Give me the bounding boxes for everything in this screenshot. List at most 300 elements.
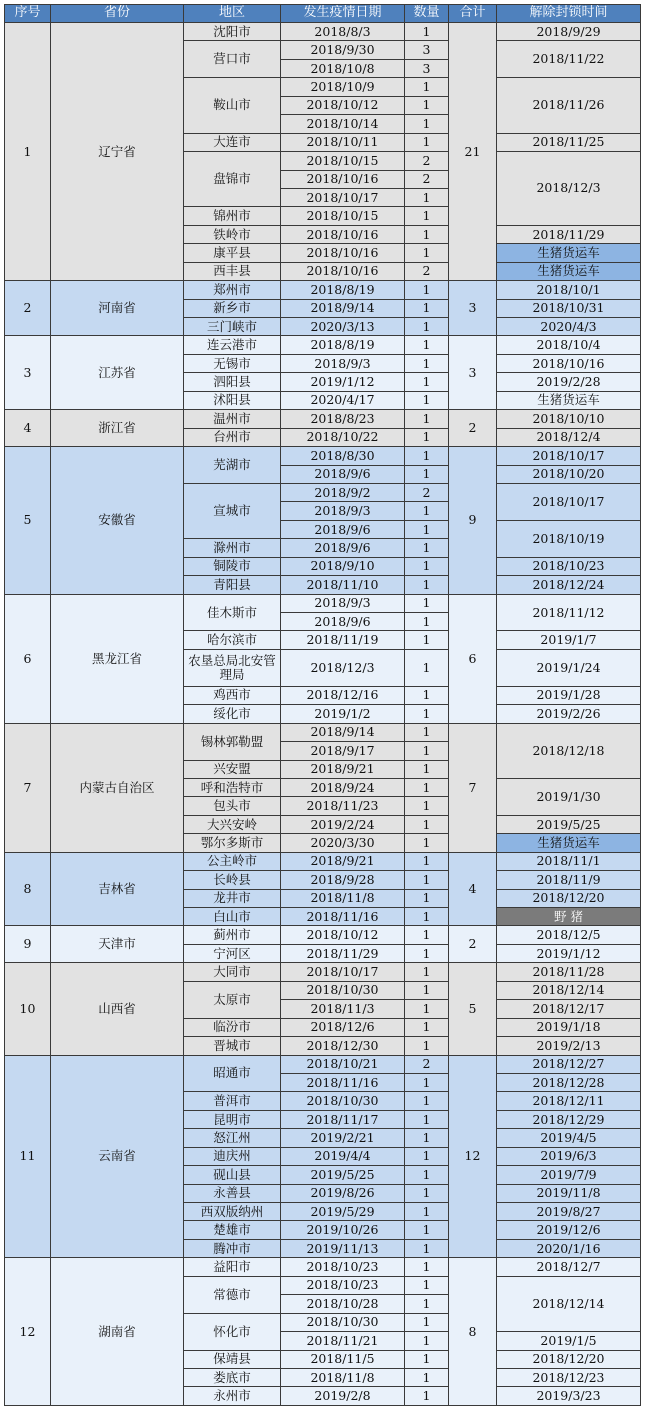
qty-cell: 1 — [405, 1018, 449, 1036]
lift-date-cell: 2019/1/28 — [497, 686, 641, 704]
qty-cell: 1 — [405, 96, 449, 114]
date-cell: 2018/10/30 — [281, 1313, 405, 1331]
date-cell: 2020/3/30 — [281, 834, 405, 852]
qty-cell: 2 — [405, 1055, 449, 1073]
province-cell: 河南省 — [51, 281, 184, 336]
lift-date-cell: 2018/12/20 — [497, 889, 641, 907]
region-cell: 佳木斯市 — [184, 594, 281, 631]
qty-cell: 1 — [405, 1092, 449, 1110]
date-cell: 2018/10/23 — [281, 1276, 405, 1294]
date-cell: 2018/11/21 — [281, 1332, 405, 1350]
province-cell: 辽宁省 — [51, 23, 184, 281]
seq-cell: 9 — [5, 926, 51, 963]
region-cell: 西丰县 — [184, 262, 281, 280]
region-cell: 盘锦市 — [184, 152, 281, 207]
date-cell: 2018/12/16 — [281, 686, 405, 704]
date-cell: 2018/10/14 — [281, 115, 405, 133]
date-cell: 2018/10/9 — [281, 78, 405, 96]
qty-cell: 1 — [405, 1387, 449, 1406]
region-cell: 益阳市 — [184, 1258, 281, 1276]
qty-cell: 1 — [405, 1258, 449, 1276]
qty-cell: 1 — [405, 944, 449, 962]
region-cell: 营口市 — [184, 41, 281, 78]
date-cell: 2018/10/21 — [281, 1055, 405, 1073]
lift-date-cell: 2020/4/3 — [497, 318, 641, 336]
lift-date-cell: 2019/11/8 — [497, 1184, 641, 1202]
total-cell: 4 — [449, 852, 497, 926]
date-cell: 2018/11/3 — [281, 1000, 405, 1018]
date-cell: 2018/11/8 — [281, 1368, 405, 1386]
region-cell: 农垦总局北安管理局 — [184, 649, 281, 686]
qty-cell: 1 — [405, 1350, 449, 1368]
lift-date-cell: 2018/11/9 — [497, 871, 641, 889]
seq-cell: 10 — [5, 963, 51, 1055]
lift-date-cell: 2019/1/12 — [497, 944, 641, 962]
qty-cell: 1 — [405, 649, 449, 686]
table-row — [5, 926, 641, 944]
date-cell: 2018/9/28 — [281, 871, 405, 889]
region-cell: 鄂尔多斯市 — [184, 834, 281, 852]
qty-cell: 1 — [405, 1184, 449, 1202]
province-cell: 天津市 — [51, 926, 184, 963]
lift-date-cell: 2018/12/24 — [497, 576, 641, 594]
table-row — [5, 594, 641, 612]
total-cell: 9 — [449, 447, 497, 595]
date-cell: 2018/10/16 — [281, 244, 405, 262]
date-cell: 2018/8/19 — [281, 336, 405, 354]
lift-date-cell: 2019/2/28 — [497, 373, 641, 391]
qty-cell: 1 — [405, 410, 449, 428]
date-cell: 2018/9/21 — [281, 852, 405, 870]
date-cell: 2018/10/15 — [281, 207, 405, 225]
region-cell: 保靖县 — [184, 1350, 281, 1368]
seq-cell: 7 — [5, 723, 51, 852]
qty-cell: 1 — [405, 336, 449, 354]
lift-date-cell: 2019/8/27 — [497, 1203, 641, 1221]
region-cell: 永州市 — [184, 1387, 281, 1406]
date-cell: 2018/8/30 — [281, 447, 405, 465]
qty-cell: 1 — [405, 244, 449, 262]
region-cell: 宁河区 — [184, 944, 281, 962]
region-cell: 三门峡市 — [184, 318, 281, 336]
table-row — [5, 963, 641, 981]
date-cell: 2018/9/3 — [281, 594, 405, 612]
qty-cell: 1 — [405, 1313, 449, 1331]
region-cell: 康平县 — [184, 244, 281, 262]
table-row — [5, 1258, 641, 1276]
qty-cell: 1 — [405, 539, 449, 557]
qty-cell: 1 — [405, 373, 449, 391]
lift-date-cell: 2018/12/17 — [497, 1000, 641, 1018]
date-cell: 2019/10/26 — [281, 1221, 405, 1239]
lift-date-cell: 野 猪 — [497, 908, 641, 926]
lift-date-cell: 2018/10/10 — [497, 410, 641, 428]
date-cell: 2018/9/14 — [281, 299, 405, 317]
date-cell: 2018/10/30 — [281, 1092, 405, 1110]
qty-cell: 1 — [405, 447, 449, 465]
qty-cell: 1 — [405, 1147, 449, 1165]
region-cell: 滁州市 — [184, 539, 281, 557]
qty-cell: 1 — [405, 1368, 449, 1386]
province-cell: 黑龙江省 — [51, 594, 184, 723]
qty-cell: 1 — [405, 502, 449, 520]
region-cell: 绥化市 — [184, 705, 281, 723]
date-cell: 2018/9/6 — [281, 613, 405, 631]
seq-cell: 3 — [5, 336, 51, 410]
qty-cell: 1 — [405, 391, 449, 409]
qty-cell: 1 — [405, 428, 449, 446]
seq-cell: 1 — [5, 23, 51, 281]
seq-cell: 11 — [5, 1055, 51, 1258]
region-cell: 沈阳市 — [184, 23, 281, 41]
region-cell: 大兴安岭 — [184, 815, 281, 833]
lift-date-cell: 2019/12/6 — [497, 1221, 641, 1239]
lift-date-cell: 2020/1/16 — [497, 1239, 641, 1257]
qty-cell: 1 — [405, 1110, 449, 1128]
qty-cell: 1 — [405, 1129, 449, 1147]
region-cell: 太原市 — [184, 981, 281, 1018]
qty-cell: 1 — [405, 834, 449, 852]
qty-cell: 1 — [405, 520, 449, 538]
region-cell: 大同市 — [184, 963, 281, 981]
qty-cell: 1 — [405, 576, 449, 594]
qty-cell: 1 — [405, 963, 449, 981]
header-lift-date: 解除封锁时间 — [497, 5, 641, 23]
qty-cell: 1 — [405, 981, 449, 999]
region-cell: 铁岭市 — [184, 225, 281, 243]
qty-cell: 1 — [405, 686, 449, 704]
date-cell: 2018/10/17 — [281, 188, 405, 206]
date-cell: 2019/4/4 — [281, 1147, 405, 1165]
table-row — [5, 852, 641, 870]
header-qty: 数量 — [405, 5, 449, 23]
total-cell: 2 — [449, 926, 497, 963]
date-cell: 2018/10/16 — [281, 225, 405, 243]
lift-date-cell: 2018/11/22 — [497, 41, 641, 78]
qty-cell: 1 — [405, 318, 449, 336]
region-cell: 常德市 — [184, 1276, 281, 1313]
qty-cell: 1 — [405, 1295, 449, 1313]
lift-date-cell: 2018/12/14 — [497, 1276, 641, 1331]
date-cell: 2018/9/10 — [281, 557, 405, 575]
date-cell: 2018/10/23 — [281, 1258, 405, 1276]
region-cell: 临汾市 — [184, 1018, 281, 1036]
region-cell: 芜湖市 — [184, 447, 281, 484]
lift-date-cell: 2018/9/29 — [497, 23, 641, 41]
date-cell: 2018/11/5 — [281, 1350, 405, 1368]
lift-date-cell: 2018/12/5 — [497, 926, 641, 944]
region-cell: 泗阳县 — [184, 373, 281, 391]
lift-date-cell: 生猪货运车 — [497, 834, 641, 852]
lift-date-cell: 2018/10/19 — [497, 520, 641, 557]
header-seq: 序号 — [5, 5, 51, 23]
region-cell: 怒江州 — [184, 1129, 281, 1147]
lift-date-cell: 2018/12/20 — [497, 1350, 641, 1368]
region-cell: 公主岭市 — [184, 852, 281, 870]
qty-cell: 1 — [405, 207, 449, 225]
lift-date-cell: 2018/12/23 — [497, 1368, 641, 1386]
region-cell: 腾冲市 — [184, 1239, 281, 1257]
date-cell: 2018/10/11 — [281, 133, 405, 151]
lift-date-cell: 2019/5/25 — [497, 815, 641, 833]
date-cell: 2018/10/16 — [281, 262, 405, 280]
qty-cell: 1 — [405, 1203, 449, 1221]
lift-date-cell: 2018/10/23 — [497, 557, 641, 575]
qty-cell: 2 — [405, 170, 449, 188]
lift-date-cell: 2018/12/4 — [497, 428, 641, 446]
date-cell: 2018/10/12 — [281, 96, 405, 114]
date-cell: 2018/9/6 — [281, 539, 405, 557]
header-province: 省份 — [51, 5, 184, 23]
qty-cell: 2 — [405, 152, 449, 170]
qty-cell: 1 — [405, 1239, 449, 1257]
region-cell: 龙井市 — [184, 889, 281, 907]
date-cell: 2018/9/24 — [281, 778, 405, 796]
date-cell: 2018/10/22 — [281, 428, 405, 446]
qty-cell: 1 — [405, 281, 449, 299]
region-cell: 蓟州市 — [184, 926, 281, 944]
province-cell: 安徽省 — [51, 447, 184, 595]
qty-cell: 1 — [405, 188, 449, 206]
qty-cell: 1 — [405, 354, 449, 372]
qty-cell: 3 — [405, 41, 449, 59]
qty-cell: 1 — [405, 1166, 449, 1184]
table-row — [5, 1055, 641, 1073]
region-cell: 台州市 — [184, 428, 281, 446]
lift-date-cell: 2018/12/18 — [497, 723, 641, 778]
date-cell: 2018/12/6 — [281, 1018, 405, 1036]
qty-cell: 1 — [405, 797, 449, 815]
qty-cell: 1 — [405, 613, 449, 631]
lift-date-cell: 2018/12/27 — [497, 1055, 641, 1073]
date-cell: 2018/10/28 — [281, 1295, 405, 1313]
region-cell: 怀化市 — [184, 1313, 281, 1350]
header-date: 发生疫情日期 — [281, 5, 405, 23]
region-cell: 沭阳县 — [184, 391, 281, 409]
region-cell: 温州市 — [184, 410, 281, 428]
qty-cell: 1 — [405, 78, 449, 96]
region-cell: 永善县 — [184, 1184, 281, 1202]
lift-date-cell: 2018/10/16 — [497, 354, 641, 372]
qty-cell: 1 — [405, 871, 449, 889]
region-cell: 长岭县 — [184, 871, 281, 889]
total-cell: 2 — [449, 410, 497, 447]
region-cell: 楚雄市 — [184, 1221, 281, 1239]
date-cell: 2018/9/6 — [281, 520, 405, 538]
lift-date-cell: 2018/10/4 — [497, 336, 641, 354]
total-cell: 6 — [449, 594, 497, 723]
province-cell: 浙江省 — [51, 410, 184, 447]
region-cell: 郑州市 — [184, 281, 281, 299]
province-cell: 江苏省 — [51, 336, 184, 410]
lift-date-cell: 2018/11/29 — [497, 225, 641, 243]
region-cell: 包头市 — [184, 797, 281, 815]
qty-cell: 1 — [405, 926, 449, 944]
lift-date-cell: 2018/12/28 — [497, 1073, 641, 1091]
date-cell: 2018/8/19 — [281, 281, 405, 299]
date-cell: 2018/9/6 — [281, 465, 405, 483]
qty-cell: 1 — [405, 1332, 449, 1350]
date-cell: 2019/2/24 — [281, 815, 405, 833]
table-row — [5, 23, 641, 41]
region-cell: 普洱市 — [184, 1092, 281, 1110]
lift-date-cell: 生猪货运车 — [497, 244, 641, 262]
date-cell: 2018/10/17 — [281, 963, 405, 981]
total-cell: 3 — [449, 336, 497, 410]
date-cell: 2019/5/29 — [281, 1203, 405, 1221]
qty-cell: 1 — [405, 1276, 449, 1294]
qty-cell: 1 — [405, 852, 449, 870]
region-cell: 锦州市 — [184, 207, 281, 225]
qty-cell: 1 — [405, 594, 449, 612]
date-cell: 2018/11/16 — [281, 1073, 405, 1091]
qty-cell: 1 — [405, 299, 449, 317]
qty-cell: 1 — [405, 115, 449, 133]
lift-date-cell: 2018/12/7 — [497, 1258, 641, 1276]
region-cell: 无锡市 — [184, 354, 281, 372]
region-cell: 昆明市 — [184, 1110, 281, 1128]
region-cell: 青阳县 — [184, 576, 281, 594]
date-cell: 2018/9/2 — [281, 483, 405, 501]
date-cell: 2018/9/3 — [281, 502, 405, 520]
qty-cell: 1 — [405, 760, 449, 778]
region-cell: 大连市 — [184, 133, 281, 151]
date-cell: 2018/12/3 — [281, 649, 405, 686]
date-cell: 2018/9/14 — [281, 723, 405, 741]
date-cell: 2018/11/29 — [281, 944, 405, 962]
date-cell: 2018/10/12 — [281, 926, 405, 944]
region-cell: 兴安盟 — [184, 760, 281, 778]
qty-cell: 1 — [405, 1073, 449, 1091]
date-cell: 2019/11/13 — [281, 1239, 405, 1257]
qty-cell: 1 — [405, 778, 449, 796]
seq-cell: 4 — [5, 410, 51, 447]
date-cell: 2020/4/17 — [281, 391, 405, 409]
date-cell: 2018/11/8 — [281, 889, 405, 907]
region-cell: 白山市 — [184, 908, 281, 926]
region-cell: 哈尔滨市 — [184, 631, 281, 649]
date-cell: 2018/9/3 — [281, 354, 405, 372]
table-row — [5, 281, 641, 299]
lift-date-cell: 2018/11/28 — [497, 963, 641, 981]
province-cell: 吉林省 — [51, 852, 184, 926]
qty-cell: 1 — [405, 1000, 449, 1018]
date-cell: 2019/8/26 — [281, 1184, 405, 1202]
lift-date-cell: 2019/2/26 — [497, 705, 641, 723]
qty-cell: 1 — [405, 557, 449, 575]
lift-date-cell: 2018/11/25 — [497, 133, 641, 151]
qty-cell: 2 — [405, 483, 449, 501]
qty-cell: 1 — [405, 815, 449, 833]
lift-date-cell: 2018/11/26 — [497, 78, 641, 133]
seq-cell: 8 — [5, 852, 51, 926]
table-row — [5, 723, 641, 741]
total-cell: 21 — [449, 23, 497, 281]
date-cell: 2018/9/30 — [281, 41, 405, 59]
table-row — [5, 336, 641, 354]
date-cell: 2018/8/3 — [281, 23, 405, 41]
qty-cell: 1 — [405, 631, 449, 649]
lift-date-cell: 2018/10/1 — [497, 281, 641, 299]
date-cell: 2018/11/10 — [281, 576, 405, 594]
region-cell: 宣城市 — [184, 483, 281, 538]
lift-date-cell: 2019/2/13 — [497, 1037, 641, 1055]
qty-cell: 1 — [405, 225, 449, 243]
outbreak-table — [4, 4, 641, 1406]
qty-cell: 1 — [405, 908, 449, 926]
date-cell: 2019/2/21 — [281, 1129, 405, 1147]
qty-cell: 3 — [405, 59, 449, 77]
date-cell: 2018/11/23 — [281, 797, 405, 815]
lift-date-cell: 2019/1/24 — [497, 649, 641, 686]
region-cell: 娄底市 — [184, 1368, 281, 1386]
seq-cell: 5 — [5, 447, 51, 595]
lift-date-cell: 2018/12/29 — [497, 1110, 641, 1128]
date-cell: 2018/11/17 — [281, 1110, 405, 1128]
date-cell: 2018/10/8 — [281, 59, 405, 77]
date-cell: 2018/10/15 — [281, 152, 405, 170]
region-cell: 鞍山市 — [184, 78, 281, 133]
date-cell: 2018/11/19 — [281, 631, 405, 649]
region-cell: 晋城市 — [184, 1037, 281, 1055]
lift-date-cell: 2018/12/11 — [497, 1092, 641, 1110]
lift-date-cell: 生猪货运车 — [497, 262, 641, 280]
region-cell: 昭通市 — [184, 1055, 281, 1092]
qty-cell: 1 — [405, 133, 449, 151]
region-cell: 新乡市 — [184, 299, 281, 317]
seq-cell: 6 — [5, 594, 51, 723]
region-cell: 锡林郭勒盟 — [184, 723, 281, 760]
date-cell: 2020/3/13 — [281, 318, 405, 336]
lift-date-cell: 2018/12/3 — [497, 152, 641, 226]
date-cell: 2019/1/12 — [281, 373, 405, 391]
lift-date-cell: 2019/6/3 — [497, 1147, 641, 1165]
date-cell: 2018/10/30 — [281, 981, 405, 999]
province-cell: 湖南省 — [51, 1258, 184, 1406]
region-cell: 呼和浩特市 — [184, 778, 281, 796]
date-cell: 2018/11/16 — [281, 908, 405, 926]
qty-cell: 1 — [405, 465, 449, 483]
region-cell: 连云港市 — [184, 336, 281, 354]
total-cell: 12 — [449, 1055, 497, 1258]
seq-cell: 12 — [5, 1258, 51, 1406]
lift-date-cell: 2018/10/31 — [497, 299, 641, 317]
province-cell: 内蒙古自治区 — [51, 723, 184, 852]
lift-date-cell: 2018/11/1 — [497, 852, 641, 870]
qty-cell: 1 — [405, 1221, 449, 1239]
date-cell: 2018/8/23 — [281, 410, 405, 428]
lift-date-cell: 2019/1/30 — [497, 778, 641, 815]
qty-cell: 2 — [405, 262, 449, 280]
qty-cell: 1 — [405, 705, 449, 723]
date-cell: 2018/9/17 — [281, 742, 405, 760]
total-cell: 5 — [449, 963, 497, 1055]
total-cell: 8 — [449, 1258, 497, 1406]
province-cell: 云南省 — [51, 1055, 184, 1258]
qty-cell: 1 — [405, 723, 449, 741]
qty-cell: 1 — [405, 23, 449, 41]
lift-date-cell: 2019/1/7 — [497, 631, 641, 649]
date-cell: 2018/10/16 — [281, 170, 405, 188]
lift-date-cell: 2019/4/5 — [497, 1129, 641, 1147]
seq-cell: 2 — [5, 281, 51, 336]
table-body — [5, 23, 641, 1406]
lift-date-cell: 2019/1/5 — [497, 1332, 641, 1350]
table-row — [5, 447, 641, 465]
total-cell: 3 — [449, 281, 497, 336]
qty-cell: 1 — [405, 742, 449, 760]
lift-date-cell: 2018/11/12 — [497, 594, 641, 631]
